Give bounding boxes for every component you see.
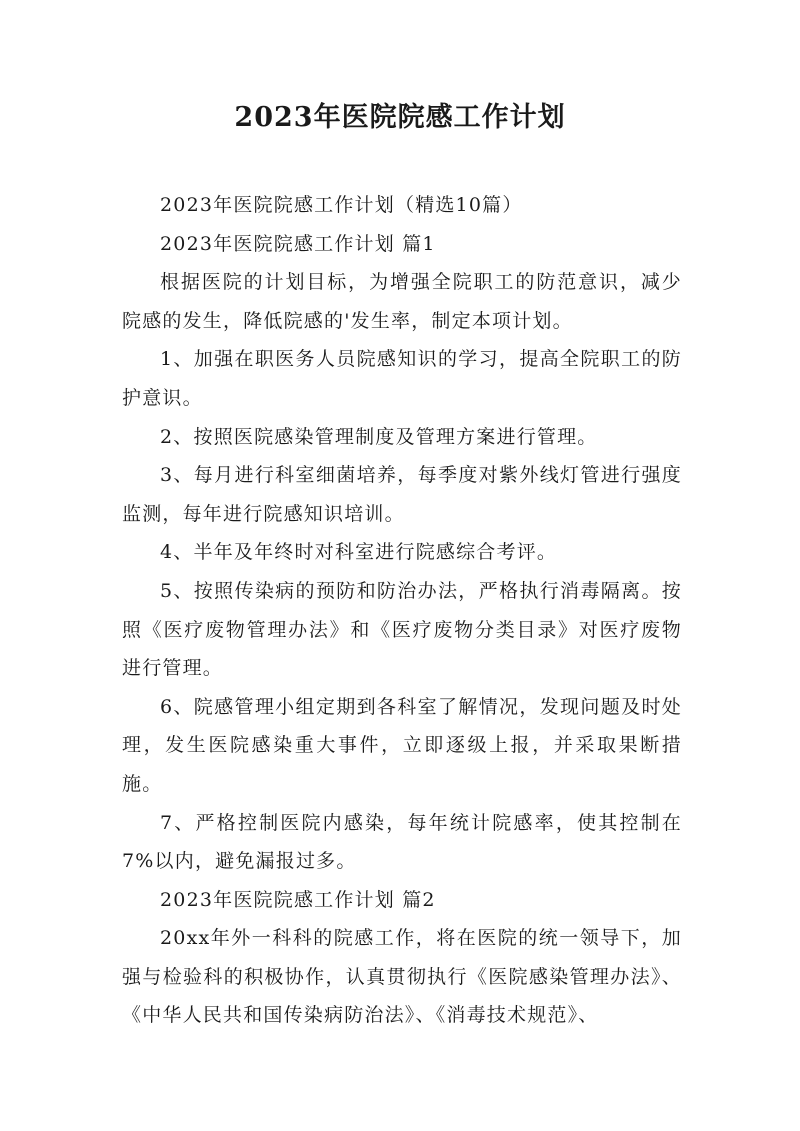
paragraph-item-6: 6、院感管理小组定期到各科室了解情况，发现问题及时处理，发生医院感染重大事件，立即逐级上报，并采取果断措施。 <box>122 695 682 795</box>
document-title: 2023年医院院感工作计划 <box>234 102 566 133</box>
paragraph-item-3: 3、每月进行科室细菌培养，每季度对紫外线灯管进行强度监测，每年进行院感知识培训。 <box>122 464 682 525</box>
paragraph-item-4: 4、半年及年终时对科室进行院感综合考评。 <box>160 541 558 564</box>
paragraph-item-5: 5、按照传染病的预防和防治办法，严格执行消毒隔离。按照《医疗废物管理办法》和《医疗废物分类目录》对医疗废物进行管理。 <box>122 579 682 680</box>
document-body <box>122 186 682 1035</box>
paragraph-section-heading-2: 2023年医院院感工作计划 篇2 <box>160 888 436 911</box>
paragraph-section-2-body: 20xx年外一科科的院感工作，将在医院的统一领导下，加强与检验科的积极协作，认真贯彻执行《医院感染管理办法》、《中华人民共和国传染病防治法》、《消毒技术规范》、 <box>122 927 682 1027</box>
paragraph-item-7: 7、严格控制医院内感染，每年统计院感率，使其控制在7%以内，避免漏报过多。 <box>122 811 682 873</box>
paragraph-item-2: 2、按照医院感染管理制度及管理方案进行管理。 <box>160 425 598 448</box>
paragraph-item-1: 1、加强在职医务人员院感知识的学习，提高全院职工的防护意识。 <box>122 348 682 409</box>
paragraph-subtitle: 2023年医院院感工作计划（精选10篇） <box>160 194 523 216</box>
paragraph-intro: 根据医院的计划目标，为增强全院职工的防范意识，减少院感的发生，降低院感的'发生率，制定本项计划。 <box>122 271 682 332</box>
paragraph-section-heading-1: 2023年医院院感工作计划 篇1 <box>160 232 436 255</box>
